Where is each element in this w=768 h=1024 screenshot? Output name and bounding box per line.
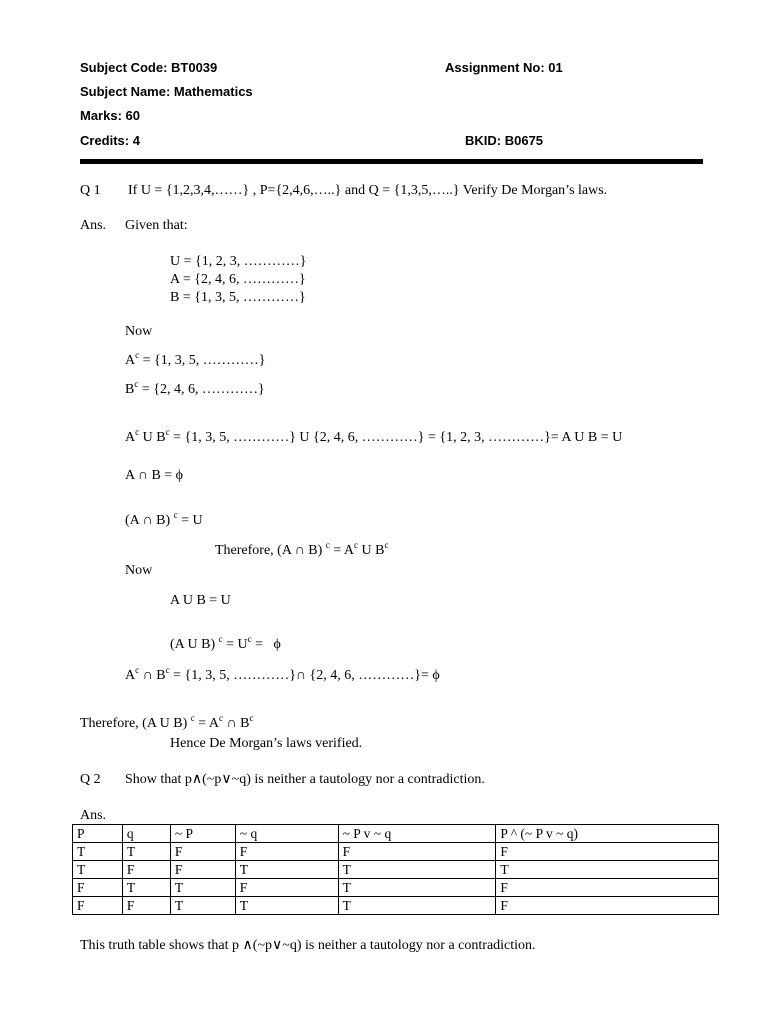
empty-set-symbol: ϕ — [273, 637, 281, 652]
b-complement-value: = {2, 4, 6, …………} — [141, 382, 265, 397]
assignment-no: Assignment No: 01 — [445, 60, 563, 75]
header-cell: ~ P v ~ q — [338, 825, 496, 843]
complement-intersection-line: $A^c$ ∩ $B^c = \{1$, 3, 5, …………}∩ {2, 4, 6, …………}= ϕ — [125, 665, 440, 683]
header-cell: P ^ (~ P v ~ q) — [496, 825, 719, 843]
truth-table — [72, 824, 719, 915]
table-cell: F — [496, 843, 719, 861]
table-cell: F — [496, 879, 719, 897]
table-cell: T — [235, 897, 338, 915]
table-cell: T — [338, 861, 496, 879]
aub-complement-line: (A U B) $^c = U^c$ = ϕ — [170, 634, 281, 652]
marks: Marks: 60 — [80, 108, 140, 123]
truth-table-header-row — [73, 825, 719, 843]
table-cell: F — [496, 897, 719, 915]
table-cell: T — [73, 861, 123, 879]
credits: Credits: 4 — [80, 133, 140, 148]
table-row — [73, 861, 719, 879]
b-definition: B = {1, 3, 5, …………} — [170, 290, 306, 305]
table-row — [73, 897, 719, 915]
table-cell: T — [338, 897, 496, 915]
q2-label: Q 2 — [80, 772, 101, 787]
hence-verified: Hence De Morgan’s laws verified. — [170, 736, 363, 751]
table-cell: T — [235, 861, 338, 879]
header-cell: P — [73, 825, 123, 843]
q2-conclusion: This truth table shows that p ∧(~p∨~q) is neither a tautology nor a contradiction. — [80, 938, 536, 953]
table-cell: F — [73, 879, 123, 897]
now-1: Now — [125, 324, 153, 339]
intersection-line: A ∩ B = ϕ — [125, 468, 184, 483]
header-cell: q — [122, 825, 170, 843]
a-complement-line: $A^c = \{1$, 3, 5, …………} — [125, 350, 266, 368]
table-cell: F — [170, 843, 235, 861]
table-cell: F — [122, 861, 170, 879]
aub-line: A U B = U — [170, 593, 231, 608]
therefore-1-line: Therefore, (A ∩ B) $^c = A^c$ U $B^c$ — [215, 540, 389, 558]
complement-intersection-value: = {1, 3, 5, …………}∩ {2, 4, 6, …………}= ϕ — [173, 668, 440, 683]
intersection-complement-line: (A ∩ B) $^c$ = U — [125, 510, 203, 528]
table-cell: T — [496, 861, 719, 879]
table-cell: T — [122, 879, 170, 897]
q1-ans-label: Ans. — [80, 218, 107, 233]
subject-name: Subject Name: Mathematics — [80, 84, 253, 99]
bkid: BKID: B0675 — [465, 133, 544, 148]
complement-union-value: = {1, 3, 5, …………} U {2, 4, 6, …………} = {1, 2, 3, …………}= A U B = U — [173, 430, 623, 445]
q2-question: Show that p∧(~p∨~q) is neither a tautology nor a contradiction. — [125, 772, 485, 787]
now-2: Now — [125, 563, 153, 578]
complement-union-line: $A^c$ U $B^c = \{1$, 3, 5, …………} U {2, 4, 6, …………} = {1, 2, 3, …………}= A U B = U — [125, 427, 623, 445]
u-definition: U = {1, 2, 3, …………} — [170, 254, 307, 269]
a-definition: A = {2, 4, 6, …………} — [170, 272, 306, 287]
therefore-2-line: Therefore, (A U B) $^c = A^c$ ∩ $B^c$ — [80, 713, 254, 731]
table-cell: T — [170, 897, 235, 915]
table-row — [73, 843, 719, 861]
intersection-complement-value: = U — [181, 513, 203, 528]
subject-code: Subject Code: BT0039 — [80, 60, 218, 75]
table-cell: T — [170, 879, 235, 897]
table-cell: F — [235, 879, 338, 897]
table-cell: T — [338, 879, 496, 897]
given-that: Given that: — [125, 218, 188, 233]
table-cell: F — [235, 843, 338, 861]
table-row — [73, 879, 719, 897]
table-cell: T — [73, 843, 123, 861]
table-cell: F — [338, 843, 496, 861]
q1-question: If U = {1,2,3,4,……} , P={2,4,6,…..} and Q = {1,3,5,…..} Verify De Morgan’s laws. — [128, 183, 608, 198]
a-complement-value: = {1, 3, 5, …………} — [142, 353, 266, 368]
table-cell: F — [122, 897, 170, 915]
header-rule — [80, 159, 703, 164]
aub-complement-eq: = — [255, 637, 264, 652]
therefore-1-text: Therefore, (A ∩ B) — [215, 543, 323, 558]
table-cell: T — [122, 843, 170, 861]
table-cell: F — [170, 861, 235, 879]
q1-label: Q 1 — [80, 183, 101, 198]
header-cell: ~ q — [235, 825, 338, 843]
q2-ans-label: Ans. — [80, 808, 107, 823]
header-cell: ~ P — [170, 825, 235, 843]
therefore-2-text: Therefore, (A U B) — [80, 716, 188, 731]
table-cell: F — [73, 897, 123, 915]
b-complement-line: $B^c = \{2$, 4, 6, …………} — [125, 379, 265, 397]
